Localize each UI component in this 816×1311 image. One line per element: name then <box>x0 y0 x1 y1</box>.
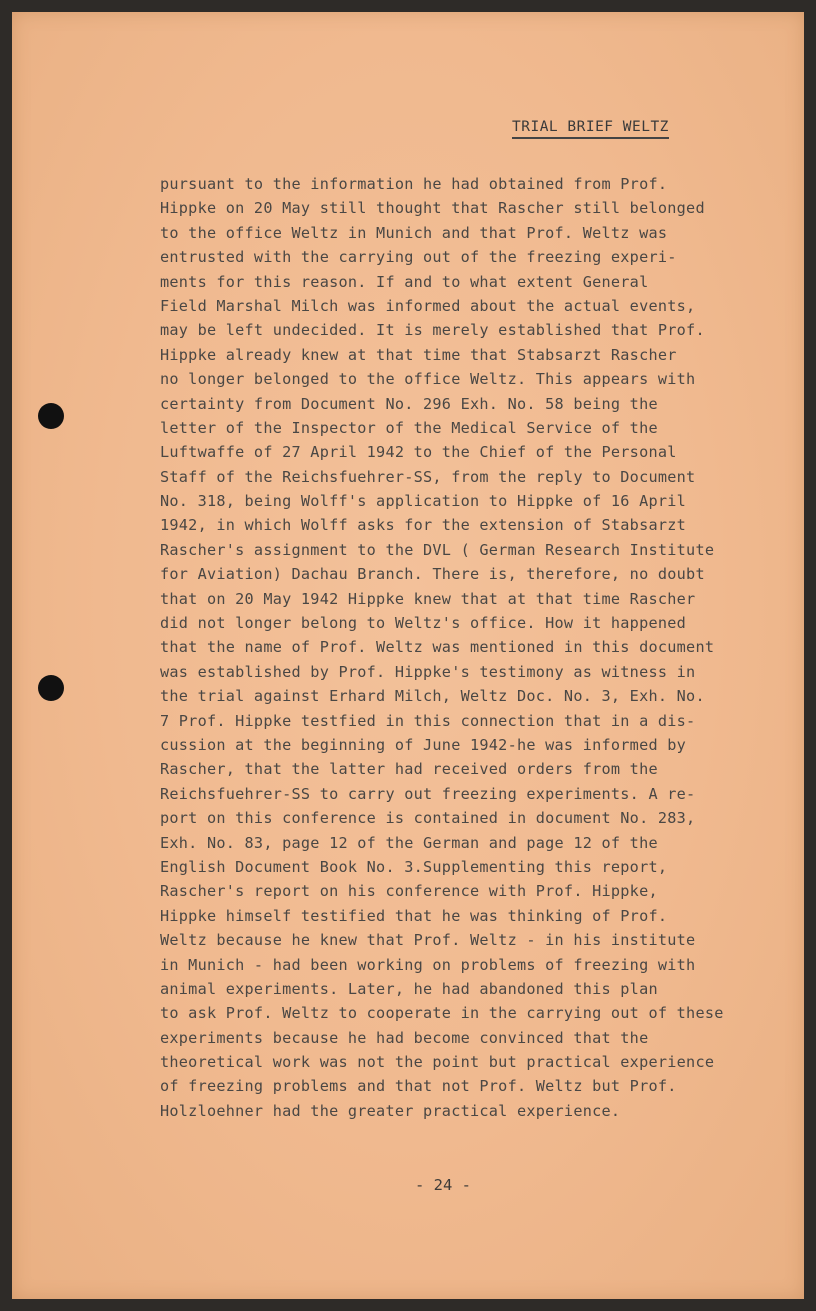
punch-hole-top <box>38 403 64 429</box>
text-line: cussion at the beginning of June 1942-he was informed by <box>160 735 687 754</box>
text-line: Field Marshal Milch was informed about the actual events, <box>160 296 696 315</box>
text-line: for Aviation) Dachau Branch. There is, therefore, no doubt <box>160 565 705 584</box>
text-line: to the office Weltz in Munich and that Prof. Weltz was <box>160 223 668 242</box>
punch-hole-bottom <box>38 675 64 701</box>
text-line: the trial against Erhard Milch, Weltz Doc. No. 3, Exh. No. <box>160 687 705 706</box>
text-line: port on this conference is contained in document No. 283, <box>160 809 696 828</box>
text-line: to ask Prof. Weltz to cooperate in the carrying out of these <box>160 1004 724 1023</box>
text-line: Exh. No. 83, page 12 of the German and page 12 of the <box>160 833 658 852</box>
text-line: did not longer belong to Weltz's office. How it happened <box>160 614 687 633</box>
text-line: Holzloehner had the greater practical experience. <box>160 1101 621 1120</box>
text-line: Hippke himself testified that he was thinking of Prof. <box>160 906 668 925</box>
text-line: that the name of Prof. Weltz was mentioned in this document <box>160 638 715 657</box>
text-line: Weltz because he knew that Prof. Weltz - in his institute <box>160 931 696 950</box>
text-line: animal experiments. Later, he had abandoned this plan <box>160 979 658 998</box>
text-line: experiments because he had become convinced that the <box>160 1028 649 1047</box>
text-line: theoretical work was not the point but practical experience <box>160 1053 715 1072</box>
text-line: that on 20 May 1942 Hippke knew that at that time Rascher <box>160 589 696 608</box>
text-line: Rascher's report on his conference with Prof. Hippke, <box>160 882 658 901</box>
text-line: 7 Prof. Hippke testfied in this connection that in a dis- <box>160 711 696 730</box>
text-line: was established by Prof. Hippke's testimony as witness in <box>160 662 696 681</box>
text-line: No. 318, being Wolff's application to Hippke of 16 April <box>160 492 687 511</box>
text-line: English Document Book No. 3.Supplementing this report, <box>160 857 668 876</box>
document-header: TRIAL BRIEF WELTZ <box>512 118 669 139</box>
body-text <box>160 172 780 1123</box>
text-line: no longer belonged to the office Weltz. This appears with <box>160 370 696 389</box>
text-line: in Munich - had been working on problems of freezing with <box>160 955 696 974</box>
text-line: 1942, in which Wolff asks for the extension of Stabsarzt <box>160 516 687 535</box>
text-line: letter of the Inspector of the Medical Service of the <box>160 418 658 437</box>
text-line: of freezing problems and that not Prof. Weltz but Prof. <box>160 1077 677 1096</box>
text-line: may be left undecided. It is merely established that Prof. <box>160 321 705 340</box>
page-number: - 24 - <box>415 1176 471 1194</box>
text-line: Rascher, that the latter had received orders from the <box>160 760 658 779</box>
document-page <box>12 12 804 1299</box>
text-line: Rascher's assignment to the DVL ( German Research Institute <box>160 540 715 559</box>
text-line: entrusted with the carrying out of the freezing experi- <box>160 248 677 267</box>
text-line: ments for this reason. If and to what extent General <box>160 272 649 291</box>
text-line: pursuant to the information he had obtained from Prof. <box>160 175 668 193</box>
text-line: Staff of the Reichsfuehrer-SS, from the reply to Document <box>160 467 696 486</box>
text-line: Luftwaffe of 27 April 1942 to the Chief of the Personal <box>160 443 677 462</box>
text-line: Reichsfuehrer-SS to carry out freezing experiments. A re- <box>160 784 696 803</box>
text-line: certainty from Document No. 296 Exh. No. 58 being the <box>160 394 658 413</box>
text-line: Hippke already knew at that time that Stabsarzt Rascher <box>160 345 677 364</box>
text-line: Hippke on 20 May still thought that Rascher still belonged <box>160 199 705 218</box>
